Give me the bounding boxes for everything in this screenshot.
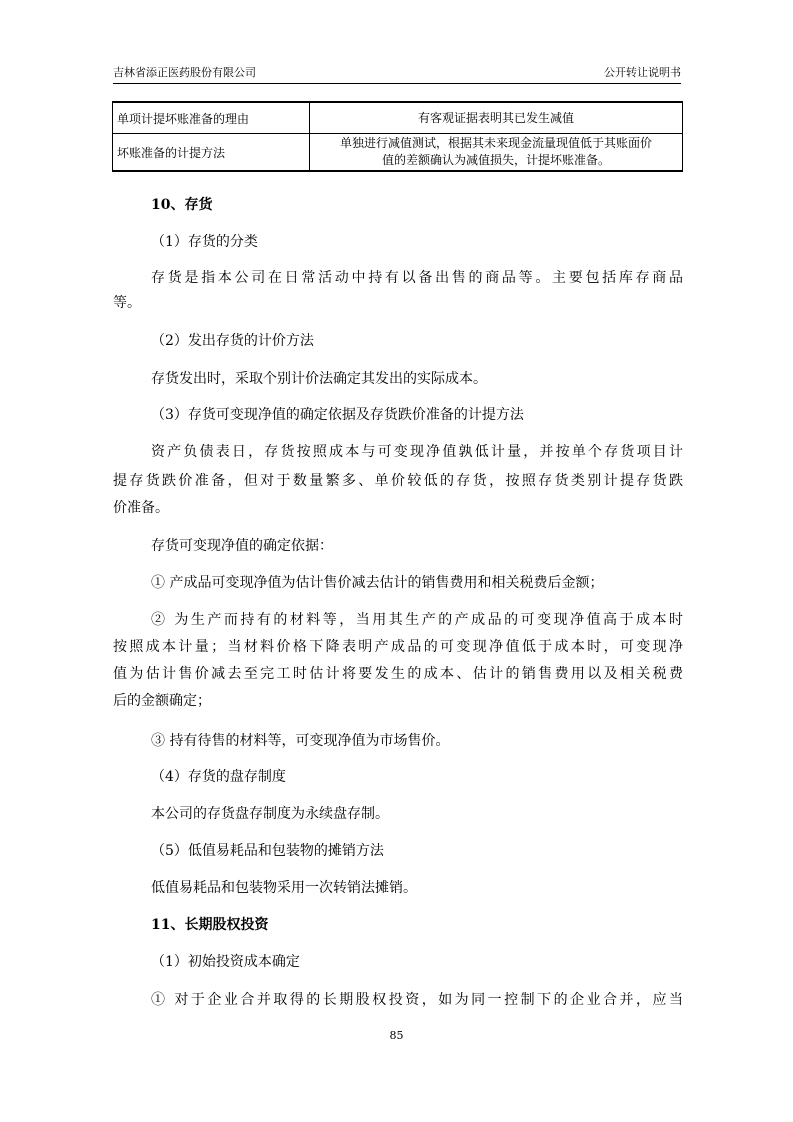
paragraph-line: 后的金额确定；	[113, 693, 211, 709]
list-item: ① 产成品可变现净值为估计售价减去估计的销售费用和相关税费后金额；	[151, 575, 604, 591]
page-header	[113, 61, 681, 84]
list-item: ② 为生产而持有的材料等，当用其生产的产成品的可变现净值高于成本时	[151, 612, 683, 628]
paragraph-line: 按照成本计量；当材料价格下降表明产成品的可变现净值低于成本时，可变现净	[113, 639, 683, 655]
list-item: ③ 持有待售的材料等，可变现净值为市场售价。	[151, 733, 450, 749]
table-cell-value	[310, 134, 683, 172]
subsection-heading: （3）存货可变现净值的确定依据及存货跌价准备的计提方法	[151, 407, 524, 423]
paragraph-line: 值为估计售价减去至完工时估计将要发生的成本、估计的销售费用以及相关税费	[113, 666, 683, 682]
header-company: 吉林省添正医药股份有限公司	[113, 66, 256, 79]
subsection-heading: （2）发出存货的计价方法	[151, 333, 314, 349]
table-row	[113, 102, 683, 134]
page-number: 85	[389, 1029, 404, 1042]
table-cell-value: 有客观证据表明其已发生减值	[310, 102, 683, 134]
table-cell-value-line: 值的差额确认为减值损失，计提坏账准备。	[381, 153, 610, 167]
paragraph-line: 提存货跌价准备，但对于数量繁多、单价较低的存货，按照存货类别计提存货跌	[113, 473, 683, 489]
table-cell-key: 单项计提坏账准备的理由	[113, 102, 310, 134]
header-document-title: 公开转让说明书	[604, 66, 681, 79]
paragraph-line: 存货发出时，采取个别计价法确定其发出的实际成本。	[151, 371, 487, 387]
paragraph-line: 低值易耗品和包装物采用一次转销法摊销。	[151, 880, 417, 896]
bad-debt-table	[112, 101, 683, 172]
paragraph-line: 等。	[113, 295, 141, 311]
list-item: ① 对于企业合并取得的长期股权投资，如为同一控制下的企业合并，应当	[151, 992, 683, 1008]
paragraph-line: 存货是指本公司在日常活动中持有以备出售的商品等。主要包括库存商品	[151, 270, 683, 286]
paragraph-line: 价准备。	[113, 500, 169, 516]
table-cell-key: 坏账准备的计提方法	[113, 134, 310, 172]
subsection-heading: （1）存货的分类	[151, 234, 258, 250]
table-row	[113, 134, 683, 172]
subsection-heading: （5）低值易耗品和包装物的摊销方法	[151, 843, 384, 859]
paragraph-line: 资产负债表日，存货按照成本与可变现净值孰低计量，并按单个存货项目计	[151, 444, 683, 460]
subsection-heading: （4）存货的盘存制度	[151, 769, 286, 785]
table-cell-value-line: 单独进行减值测试，根据其未来现金流量现值低于其账面价	[339, 136, 652, 150]
paragraph-line: 存货可变现净值的确定依据：	[151, 538, 333, 554]
subsection-heading: （1）初始投资成本确定	[151, 954, 300, 970]
section-heading: 11、长期股权投资	[151, 917, 269, 933]
section-heading: 10、存货	[151, 197, 213, 213]
paragraph-line: 本公司的存货盘存制度为永续盘存制。	[151, 806, 389, 822]
